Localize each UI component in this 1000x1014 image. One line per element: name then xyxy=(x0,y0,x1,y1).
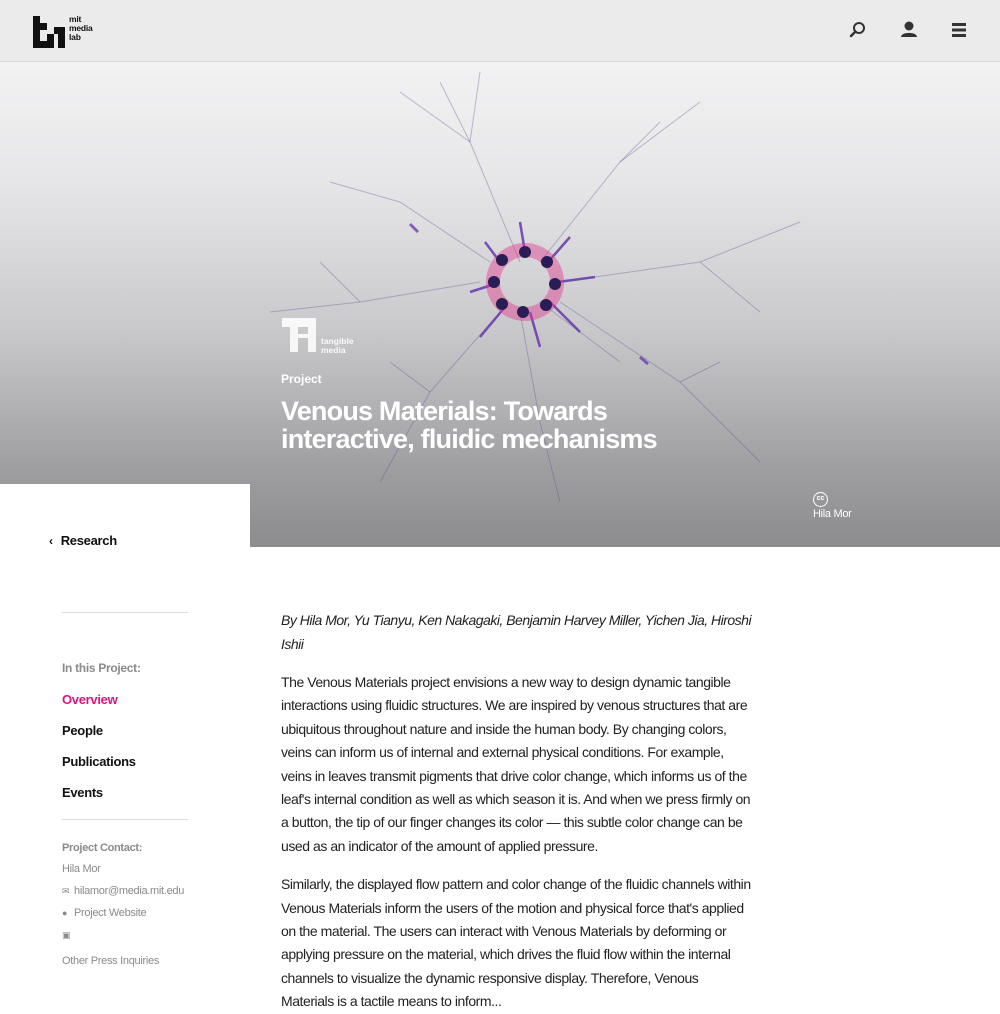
creative-commons-icon: cc xyxy=(813,492,828,507)
instagram-icon: ▣ xyxy=(62,930,71,940)
tangible-media-logo[interactable] xyxy=(281,317,361,357)
project-sidebar xyxy=(62,612,188,968)
sidebar-header-block xyxy=(0,484,250,547)
mit-media-lab-logo[interactable] xyxy=(31,14,101,50)
group-logo-text: tangible media xyxy=(321,336,354,355)
project-website-link[interactable] xyxy=(62,906,188,920)
project-website-label: Project Website xyxy=(74,907,147,919)
hero-banner xyxy=(0,62,1000,547)
project-contact-heading: Project Contact: xyxy=(62,842,143,854)
logo-text: mit media lab xyxy=(69,14,93,42)
envelope-icon: ✉ xyxy=(62,886,70,896)
tangible-media-logo-mark-icon xyxy=(281,317,317,353)
sidebar-item-people[interactable]: People xyxy=(62,723,103,738)
page-title: Venous Materials: Towards interactive, fluidic mechanisms xyxy=(281,396,657,454)
contact-name: Hila Mor xyxy=(62,863,101,875)
instagram-link[interactable] xyxy=(62,928,188,942)
other-press-inquiries-link[interactable]: Other Press Inquiries xyxy=(62,955,160,967)
user-icon[interactable] xyxy=(897,18,921,42)
sidebar-item-publications[interactable]: Publications xyxy=(62,754,136,769)
chevron-left-icon: ‹ xyxy=(49,534,53,548)
menu-icon[interactable] xyxy=(947,18,971,42)
contact-email-link[interactable] xyxy=(62,884,188,898)
globe-icon: ● xyxy=(62,908,68,918)
article-paragraph: The Venous Materials project envisions a new way to design dynamic tangible interactions using fluidic structures. We are inspired by venous structures that are ubiquitous throughout nature and inside the human body. By changing colors, veins can inform us of internal and external physical conditions. For example, veins in leaves transmit pigments that drive color change, which informs us of the leaf's internal condition as well as which season it is. And when we press firmly on a button, the tip of our finger changes its color — this subtle color change can be used as an indicator of the amount of applied pressure. xyxy=(281,674,751,854)
divider xyxy=(62,612,188,613)
image-credit-name: Hila Mor xyxy=(813,508,852,520)
article-authors: By Hila Mor, Yu Tianyu, Ken Nakagaki, Benjamin Harvey Miller, Yichen Jia, Hiroshi Ishii xyxy=(281,612,752,652)
venous-material-hero-image xyxy=(0,62,1000,547)
divider xyxy=(62,819,188,820)
top-navigation-bar xyxy=(0,0,1000,62)
sidebar-item-overview[interactable]: Overview xyxy=(62,692,118,707)
media-lab-logo-mark-icon xyxy=(31,14,67,50)
content-type-label: Project xyxy=(281,372,322,386)
article-paragraph: Similarly, the displayed flow pattern and color change of the fluidic channels within Venous Materials inform the users of the motion and physical force that's applied on the material. The users can interact with Venous Materials by deforming or applying pressure on the material, which drives the fluid flow within the internal channels to visualize the dynamic responsive display. Therefore, Venous Materials is a tactile means to inform... xyxy=(281,876,751,1010)
back-link-label: Research xyxy=(60,533,117,548)
sidebar-item-events[interactable]: Events xyxy=(62,785,103,800)
back-to-research-link[interactable] xyxy=(49,533,117,548)
sidebar-section-heading: In this Project: xyxy=(62,661,141,675)
article-body xyxy=(281,609,753,1014)
contact-email: hilamor@media.mit.edu xyxy=(74,885,185,897)
image-credit xyxy=(813,492,873,520)
search-icon[interactable] xyxy=(846,18,870,42)
